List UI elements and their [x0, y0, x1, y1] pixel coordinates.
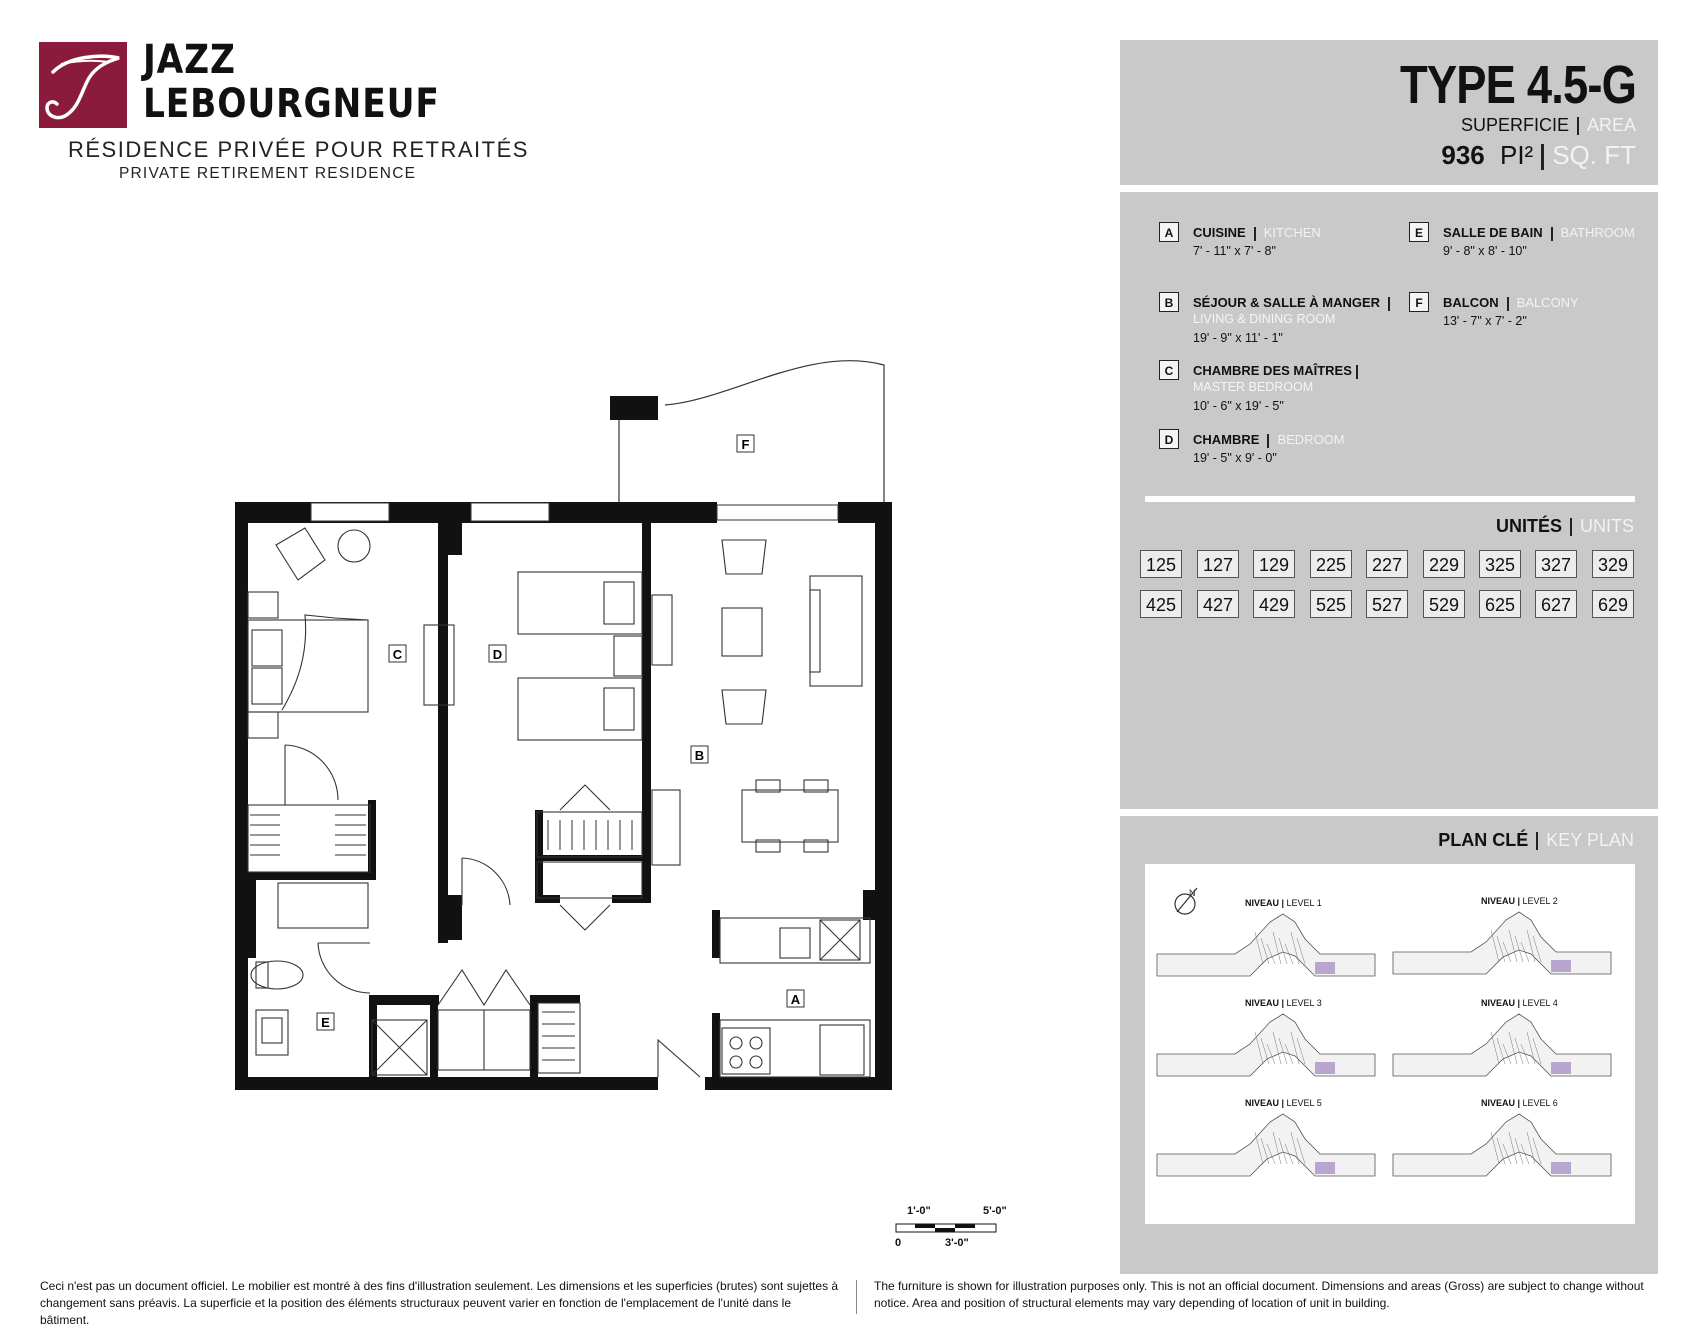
unit-number-badge: 629	[1592, 590, 1634, 618]
room-name: BALCON BALCONY	[1443, 295, 1579, 310]
scale-label: 0	[895, 1237, 902, 1249]
section-divider	[1145, 496, 1635, 502]
north-arrow-icon	[1175, 888, 1197, 914]
disclaimer-en: The furniture is shown for illustration purposes only. This is not an official document. Dimensions and areas (Gross) are subject to change without notice. Area and position of structural elements may vary depending of location of unit in building.	[874, 1279, 1644, 1310]
room-name: CUISINE KITCHEN	[1193, 225, 1321, 240]
unit-number-badge: 429	[1253, 590, 1295, 618]
room-name-en: LIVING & DINING ROOM	[1193, 312, 1336, 326]
room-name: CHAMBRE BEDROOM	[1193, 432, 1345, 447]
unit-number-badge: 325	[1479, 550, 1521, 578]
unit-number-badge: 627	[1535, 590, 1577, 618]
logo-name-line1: JAZZ	[143, 37, 236, 83]
unit-number-badge: 327	[1535, 550, 1577, 578]
unit-number-badge: 625	[1479, 590, 1521, 618]
svg-text:F: F	[741, 437, 750, 452]
unit-number-badge: 125	[1140, 550, 1182, 578]
unit-highlight	[1551, 1062, 1571, 1074]
unit-number-badge: 525	[1310, 590, 1352, 618]
area-label-fr: SUPERFICIE	[1460, 115, 1569, 135]
disclaimer-fr: Ceci n'est pas un document officiel. Le mobilier est montré à des fins d'illustration seulement. Les dimensions et les superficies (brutes) sont sujettes à changement sans préavis. La superficie et la position des éléments structuraux peuvent varier en fonction de l'emplacement de l'unité dans le bâtiment.	[40, 1279, 839, 1327]
area-unit-fr: PI²	[1499, 140, 1534, 170]
room-dimensions: 9' - 8" x 8' - 10"	[1443, 244, 1527, 258]
unit-highlight	[1551, 960, 1571, 972]
scale-label: 5'-0"	[983, 1205, 1007, 1217]
balcony-outline	[619, 361, 884, 505]
unit-number-badge: 529	[1423, 590, 1465, 618]
plan-label-f	[737, 435, 754, 452]
svg-text:B: B	[694, 748, 705, 763]
level-label: NIVEAU | LEVEL 2	[1481, 896, 1558, 906]
svg-text:C: C	[392, 647, 403, 662]
type-label: TYPE	[1399, 55, 1515, 115]
plan-label-d	[489, 645, 506, 662]
unit-number-badge: 329	[1592, 550, 1634, 578]
room-letter: F	[1409, 292, 1429, 312]
key-plan-level-building	[1393, 912, 1611, 974]
key-plan-level-building	[1157, 1014, 1375, 1076]
units-heading: UNITÉS UNITS	[1495, 516, 1634, 536]
unit-highlight	[1551, 1162, 1571, 1174]
furniture	[248, 528, 870, 1077]
brand-logo	[39, 37, 529, 185]
area-unit-en: SQ. FT	[1552, 140, 1636, 170]
room-dimensions: 7' - 11" x 7' - 8"	[1193, 244, 1276, 258]
logo-tagline-en: PRIVATE RETIREMENT RESIDENCE	[119, 165, 417, 182]
area-label-en: AREA	[1586, 115, 1636, 135]
type-value: 4.5-G	[1526, 55, 1636, 115]
plan-label-c	[389, 645, 406, 662]
key-plan-level-building	[1393, 1114, 1611, 1176]
svg-text:D: D	[492, 647, 503, 662]
unit-highlight	[1315, 1162, 1335, 1174]
area-values	[1441, 140, 1636, 171]
unit-number-badge: 127	[1197, 550, 1239, 578]
unit-highlight	[1315, 962, 1335, 974]
unit-number-badge: 425	[1140, 590, 1182, 618]
unit-number-badge: 229	[1423, 550, 1465, 578]
area-labels	[1461, 115, 1636, 136]
room-dimensions: 10' - 6" x 19' - 5"	[1193, 399, 1284, 413]
logo-tagline-fr: RÉSIDENCE PRIVÉE POUR RETRAITÉS	[68, 137, 529, 162]
scale-bar-graphic	[895, 1220, 1025, 1236]
key-plan-diagram	[1145, 864, 1635, 1224]
area-value: 936	[1441, 140, 1485, 170]
level-label: NIVEAU | LEVEL 5	[1245, 1098, 1322, 1108]
level-label: NIVEAU | LEVEL 1	[1245, 898, 1322, 908]
svg-text:A: A	[790, 992, 801, 1007]
key-plan-levels	[1157, 912, 1611, 1176]
svg-text:N: N	[1189, 888, 1196, 898]
scale-bar	[895, 1205, 1025, 1253]
room-letter: B	[1159, 292, 1179, 312]
plan-room-labels	[317, 435, 804, 1030]
unit-number-badge: 527	[1366, 590, 1408, 618]
unit-number-badge: 227	[1366, 550, 1408, 578]
room-name: SALLE DE BAIN BATHROOM	[1443, 225, 1635, 240]
room-letter: E	[1409, 222, 1429, 242]
room-letter: D	[1159, 429, 1179, 449]
unit-type-panel	[1120, 40, 1658, 185]
disclaimer-divider	[856, 1280, 857, 1314]
unit-number-badge: 225	[1310, 550, 1352, 578]
plan-label-a	[787, 990, 804, 1007]
key-plan-drawing	[1145, 864, 1635, 1224]
key-plan-heading: PLAN CLÉ KEY PLAN	[1438, 830, 1634, 850]
room-dimensions: 19' - 5" x 9' - 0"	[1193, 451, 1277, 465]
logo-name-line2: LEBOURGNEUF	[143, 81, 440, 127]
room-name: CHAMBRE DES MAÎTRES	[1193, 363, 1366, 379]
key-plan-level-building	[1157, 1114, 1375, 1176]
key-plan-panel	[1120, 816, 1658, 1274]
room-letter: C	[1159, 360, 1179, 380]
unit-number-badge: 129	[1253, 550, 1295, 578]
unit-highlight	[1315, 1062, 1335, 1074]
unit-type-title	[1400, 54, 1636, 116]
room-dimensions: 13' - 7" x 7' - 2"	[1443, 314, 1527, 328]
plan-label-e	[317, 1013, 334, 1030]
balcony-column	[610, 396, 658, 420]
level-label: NIVEAU | LEVEL 3	[1245, 998, 1322, 1008]
level-label: NIVEAU | LEVEL 4	[1481, 998, 1558, 1008]
scale-label: 3'-0"	[945, 1237, 969, 1249]
room-name: SÉJOUR & SALLE À MANGER	[1193, 295, 1398, 311]
interior-walls	[248, 520, 875, 1077]
room-name-en: MASTER BEDROOM	[1193, 380, 1314, 394]
plan-label-b	[691, 746, 708, 763]
key-plan-level-building	[1393, 1014, 1611, 1076]
logo-mark-icon	[39, 42, 127, 128]
room-dimensions: 19' - 9" x 11' - 1"	[1193, 331, 1283, 345]
divider	[1577, 117, 1579, 135]
key-plan-level-building	[1157, 914, 1375, 976]
svg-text:E: E	[321, 1015, 330, 1030]
unit-number-badge: 427	[1197, 590, 1239, 618]
scale-label: 1'-0"	[907, 1205, 931, 1217]
level-label: NIVEAU | LEVEL 6	[1481, 1098, 1558, 1108]
floor-plan	[230, 360, 900, 1100]
divider	[1541, 144, 1544, 170]
room-letter: A	[1159, 222, 1179, 242]
rooms-panel	[1120, 192, 1658, 809]
